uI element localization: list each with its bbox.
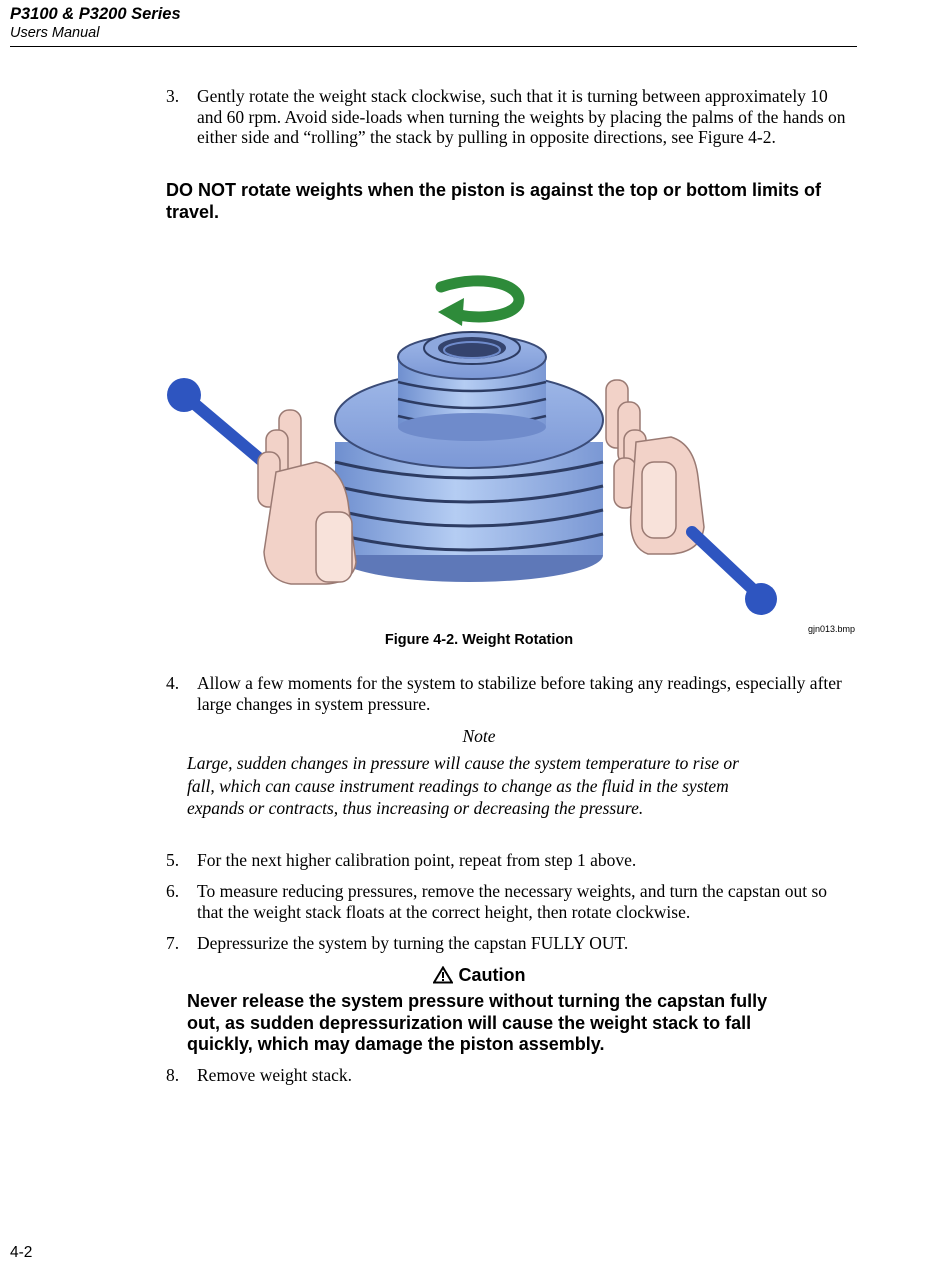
- small-weight-discs: [398, 332, 546, 441]
- right-pull-handle-icon: [692, 532, 777, 615]
- note-title: Note: [462, 726, 496, 746]
- step-text: Gently rotate the weight stack clockwise, such that it is turning between approximately 10 and 60 rpm. Avoid side-loads when turning the weights by placing the palms of the hands on either side and “rolling” the stack by pulling in opposite directions, see Figure 4-2.: [197, 86, 846, 148]
- step-text: For the next higher calibration point, repeat from step 1 above.: [197, 850, 637, 870]
- figure-file-id: gjn013.bmp: [808, 624, 856, 634]
- step-text: Remove weight stack.: [197, 1065, 353, 1085]
- step-text: Depressurize the system by turning the capstan FULLY OUT.: [197, 933, 629, 953]
- step-number: 5.: [166, 850, 180, 870]
- figure-caption: Figure 4-2. Weight Rotation: [384, 632, 574, 648]
- page-number: 4-2: [10, 1244, 33, 1261]
- step-text: To measure reducing pressures, remove the necessary weights, and turn the capstan out so that the weight stack floats at the correct height, then rotate clockwise.: [197, 881, 828, 922]
- step-5: [166, 850, 856, 871]
- caution-body: Never release the system pressure without turning the capstan fully out, as sudden depressurization will cause the weight stack to fall quickly, which may damage the piston assembly.: [187, 991, 768, 1054]
- step-8: [166, 1065, 856, 1086]
- step-3: [166, 86, 856, 148]
- caution-heading: [166, 965, 792, 986]
- step-4: [166, 673, 856, 714]
- step-number: 6.: [166, 881, 180, 901]
- step-number: 4.: [166, 673, 180, 693]
- note-body: Large, sudden changes in pressure will cause the system temperature to rise or fall, which can cause instrument readings to change as the fluid in the system expands or contracts, thus increasing or decreasing the pressure.: [187, 753, 739, 818]
- manual-subtitle: Users Manual: [10, 25, 100, 41]
- warning-triangle-icon: [433, 966, 453, 984]
- step-number: 3.: [166, 86, 180, 106]
- weight-stack-illustration: [166, 262, 786, 622]
- caution-title: Caution: [458, 965, 526, 985]
- left-hand-icon: [258, 410, 356, 584]
- step-number: 7.: [166, 933, 180, 953]
- rotation-warning: DO NOT rotate weights when the piston is against the top or bottom limits of travel.: [166, 180, 822, 222]
- step-text: Allow a few moments for the system to stabilize before taking any readings, especially after large changes in system pressure.: [197, 673, 842, 714]
- manual-title: P3100 & P3200 Series: [10, 5, 181, 23]
- rotation-arrow-icon: [438, 281, 519, 326]
- weight-rotation-figure: [166, 262, 786, 622]
- page-header: [10, 4, 857, 47]
- left-pull-handle-icon: [167, 378, 261, 460]
- step-7: [166, 933, 856, 954]
- step-number: 8.: [166, 1065, 180, 1085]
- step-6: [166, 881, 856, 922]
